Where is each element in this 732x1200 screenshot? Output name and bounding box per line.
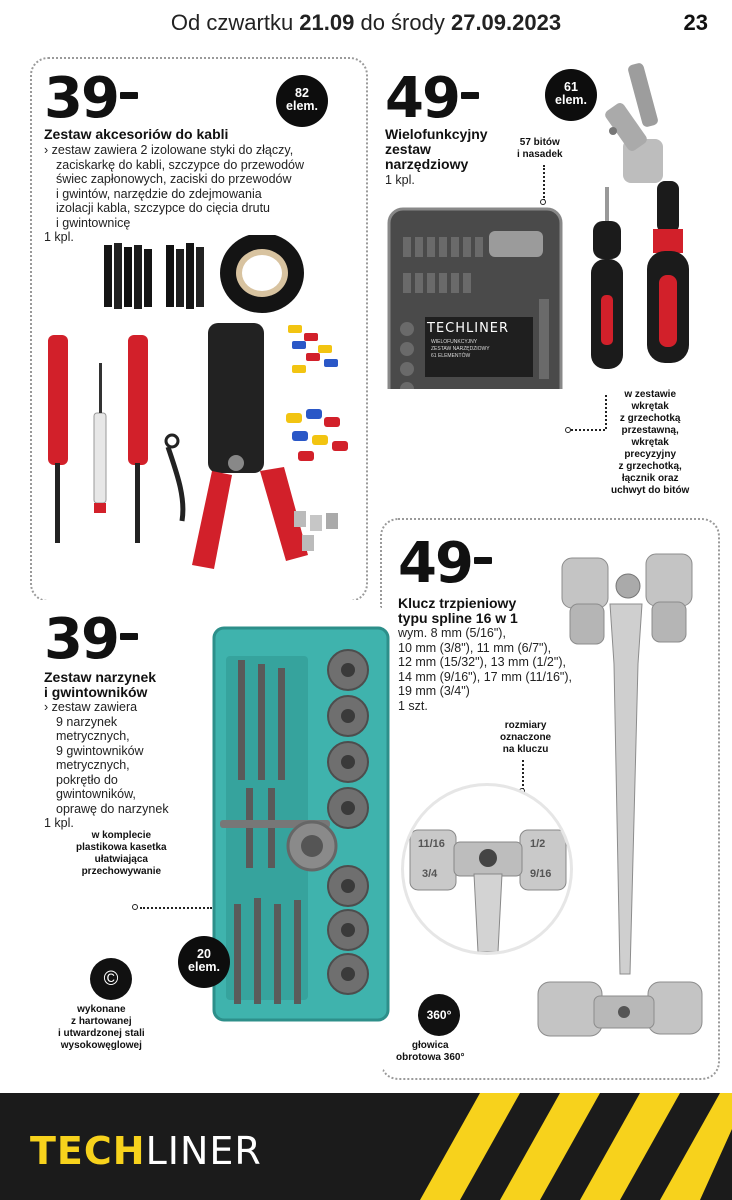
spline-wrench-panel [380,518,720,1080]
multi-tool-image [379,59,709,389]
rotate-note: głowica obrotowa 360° [396,1040,465,1063]
techliner-logo: TECHLINER [30,1129,262,1173]
multi-tool-contents-note: w zestawie wkrętak z grzechotką przestawną, wkrętak precyzyjny z grzechotką, łącznik oraz uchwyt do bitów [611,389,690,496]
cable-kit-image [36,235,366,595]
tap-die-description: › zestaw zawiera 9 narzynek metrycznych, 9 gwintowników metrycznych, pokrętło do gwintowników, oprawę do narzynek 1 kpl. [44,700,169,830]
to-text: do środy [354,10,451,35]
inset-size-label-bottom-left: 3/4 [422,868,438,880]
storage-case [389,209,561,389]
ratchet-adapter [603,62,663,183]
inset-detail-circle [404,786,570,952]
spline-wrench-title: Klucz trzpieniowy typu spline 16 w 1 [398,595,518,626]
multi-tool-panel [373,57,713,517]
case-text: WIELOFUNKCYJNY ZESTAW NARZĘDZIOWY 61 ELEMENTÓW [431,339,490,359]
cable-kit-title: Zestaw akcesoriów do kabli [44,126,229,142]
voltage-tester [94,363,106,513]
inset-size-label-top-left: 11/16 [418,838,445,850]
ratchet-screwdriver [647,181,689,363]
cable-kit-count-badge: 82 elem. [276,75,328,127]
tap-die-price: 39 [44,612,138,668]
page-number: 23 [683,10,708,35]
inset-size-label-top-right: 1/2 [530,838,546,850]
case-note: w komplecie plastikowa kasetka ułatwiająca przechowywanie [76,830,167,877]
cable-kit-panel [30,57,368,602]
promo-dates [0,10,732,36]
case-brand-label: TECHLINER [427,321,510,336]
spline-wrench-price: 49 [398,536,492,592]
brand-footer [0,1093,732,1200]
tap-die-panel [14,600,384,1082]
multi-tool-price: 49 [385,71,479,127]
screwdriver-right [128,335,148,543]
case-note-pointer [140,907,212,909]
cable-kit-description: › zestaw zawiera 2 izolowane styki do złączy, zaciskarkę do kabli, szczypce do przewodów świec zapłonowych, zaciski do przewodów i gwintów, narzędzie do zdejmowania izolacji kabla, szczypce do cięcia drutu i gwintownicę 1 kpl. [44,143,305,244]
contents-note-pointer-h [571,429,605,431]
inset-size-label-bottom-right: 9/16 [530,868,552,880]
sizes-note-pointer [522,760,524,790]
spark-plug-pliers [166,435,183,521]
case-note-pointer-end [132,904,138,910]
crimping-tool [192,323,308,569]
spline-wrench-description: wym. 8 mm (5/16"), 10 mm (3/8"), 11 mm (6/7"), 12 mm (15/32"), 13 mm (1/2"), 14 mm (9/16"), 17 mm (11/16"), 19 mm (3/4") 1 szt. [398,626,572,713]
multi-tool-quantity: 1 kpl. [385,173,415,187]
precision-screwdriver [591,187,623,369]
steel-icon: © [90,958,132,1000]
tap-die-count-badge: 20 elem. [178,936,230,988]
spline-wrench-image [534,544,714,1074]
screwdriver-left [48,335,68,543]
insulating-tape [220,235,304,313]
sizes-note: rozmiary oznaczone na kluczu [500,720,552,755]
rotate-360-icon: 360° [418,994,460,1036]
multi-tool-title: Wielofunkcyjny zestaw narzędziowy [385,126,488,172]
from-date: 21.09 [299,10,355,35]
cable-terminals [286,325,348,551]
page-header [0,0,732,48]
tap-die-title: Zestaw narzynek i gwintowników [44,669,157,700]
heat-shrink-tubes [104,243,204,309]
steel-note: wykonane z hartowanej i utwardzonej stali wysokowęglowej [58,1004,145,1051]
to-date: 27.09.2023 [450,10,562,35]
cable-kit-price: 39 [44,71,138,127]
multi-tool-count-badge: 61 elem. [545,69,597,121]
multi-tool-bits-note: 57 bitów i nasadek [517,137,563,160]
contents-note-pointer [605,395,607,429]
tap-die-case-image [212,624,390,1024]
from-text: Od czwartku [170,10,300,35]
